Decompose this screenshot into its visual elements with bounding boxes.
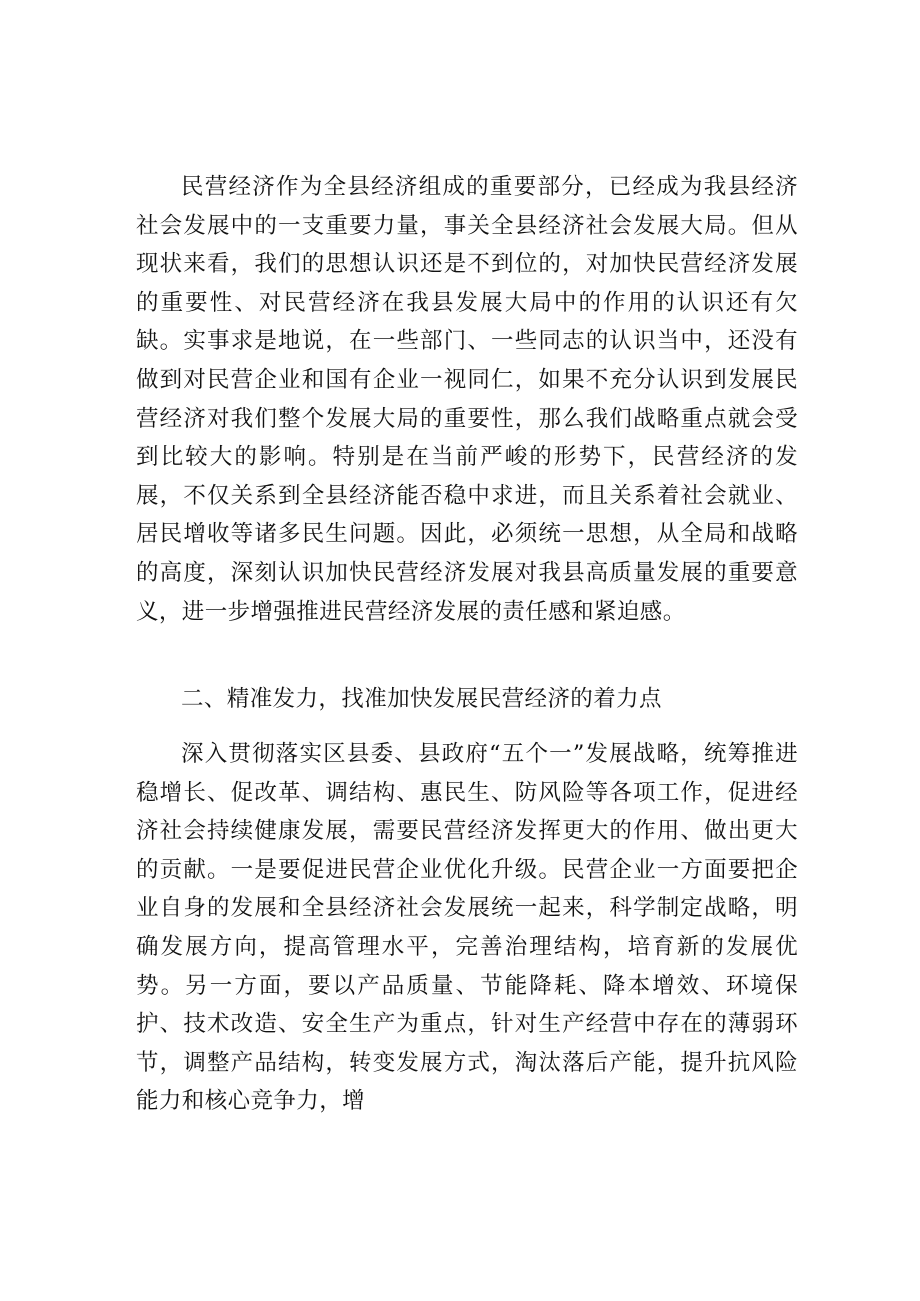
- body-paragraph-1: 民营经济作为全县经济组成的重要部分，已经成为我县经济社会发展中的一支重要力量，事关全县经济社会发展大局。但从现状来看，我们的思想认识还是不到位的，对加快民营经济发展的重要性、对民营经济在我县发展大局中的作用的认识还有欠缺。实事求是地说，在一些部门、一些同志的认识当中，还没有做到对民营企业和国有企业一视同仁，如果不充分认识到发展民营经济对我们整个发展大局的重要性，那么我们战略重点就会受到比较大的影响。特别是在当前严峻的形势下，民营经济的发展，不仅关系到全县经济能否稳中求进，而且关系着社会就业、居民增收等诸多民生问题。因此，必须统一思想，从全局和战略的高度，深刻认识加快民营经济发展对我县高质量发展的重要意义，进一步增强推进民营经济发展的责任感和紧迫感。: [136, 174, 798, 625]
- section-heading-2: 二、精准发力，找准加快发展民营经济的着力点: [181, 686, 662, 712]
- body-paragraph-2: 深入贯彻落实区县委、县政府“五个一”发展战略，统筹推进稳增长、促改革、调结构、惠民生、防风险等各项工作，促进经济社会持续健康发展，需要民营经济发挥更大的作用、做出更大的贡献。一是要促进民营企业优化升级。民营企业一方面要把企业自身的发展和全县经济社会发展统一起来，科学制定战略，明确发展方向，提高管理水平，完善治理结构，培育新的发展优势。另一方面，要以产品质量、节能降耗、降本增效、环境保护、技术改造、安全生产为重点，针对生产经营中存在的薄弱环节，调整产品结构，转变发展方式，淘汰落后产能，提升抗风险能力和核心竞争力，增: [136, 741, 798, 1115]
